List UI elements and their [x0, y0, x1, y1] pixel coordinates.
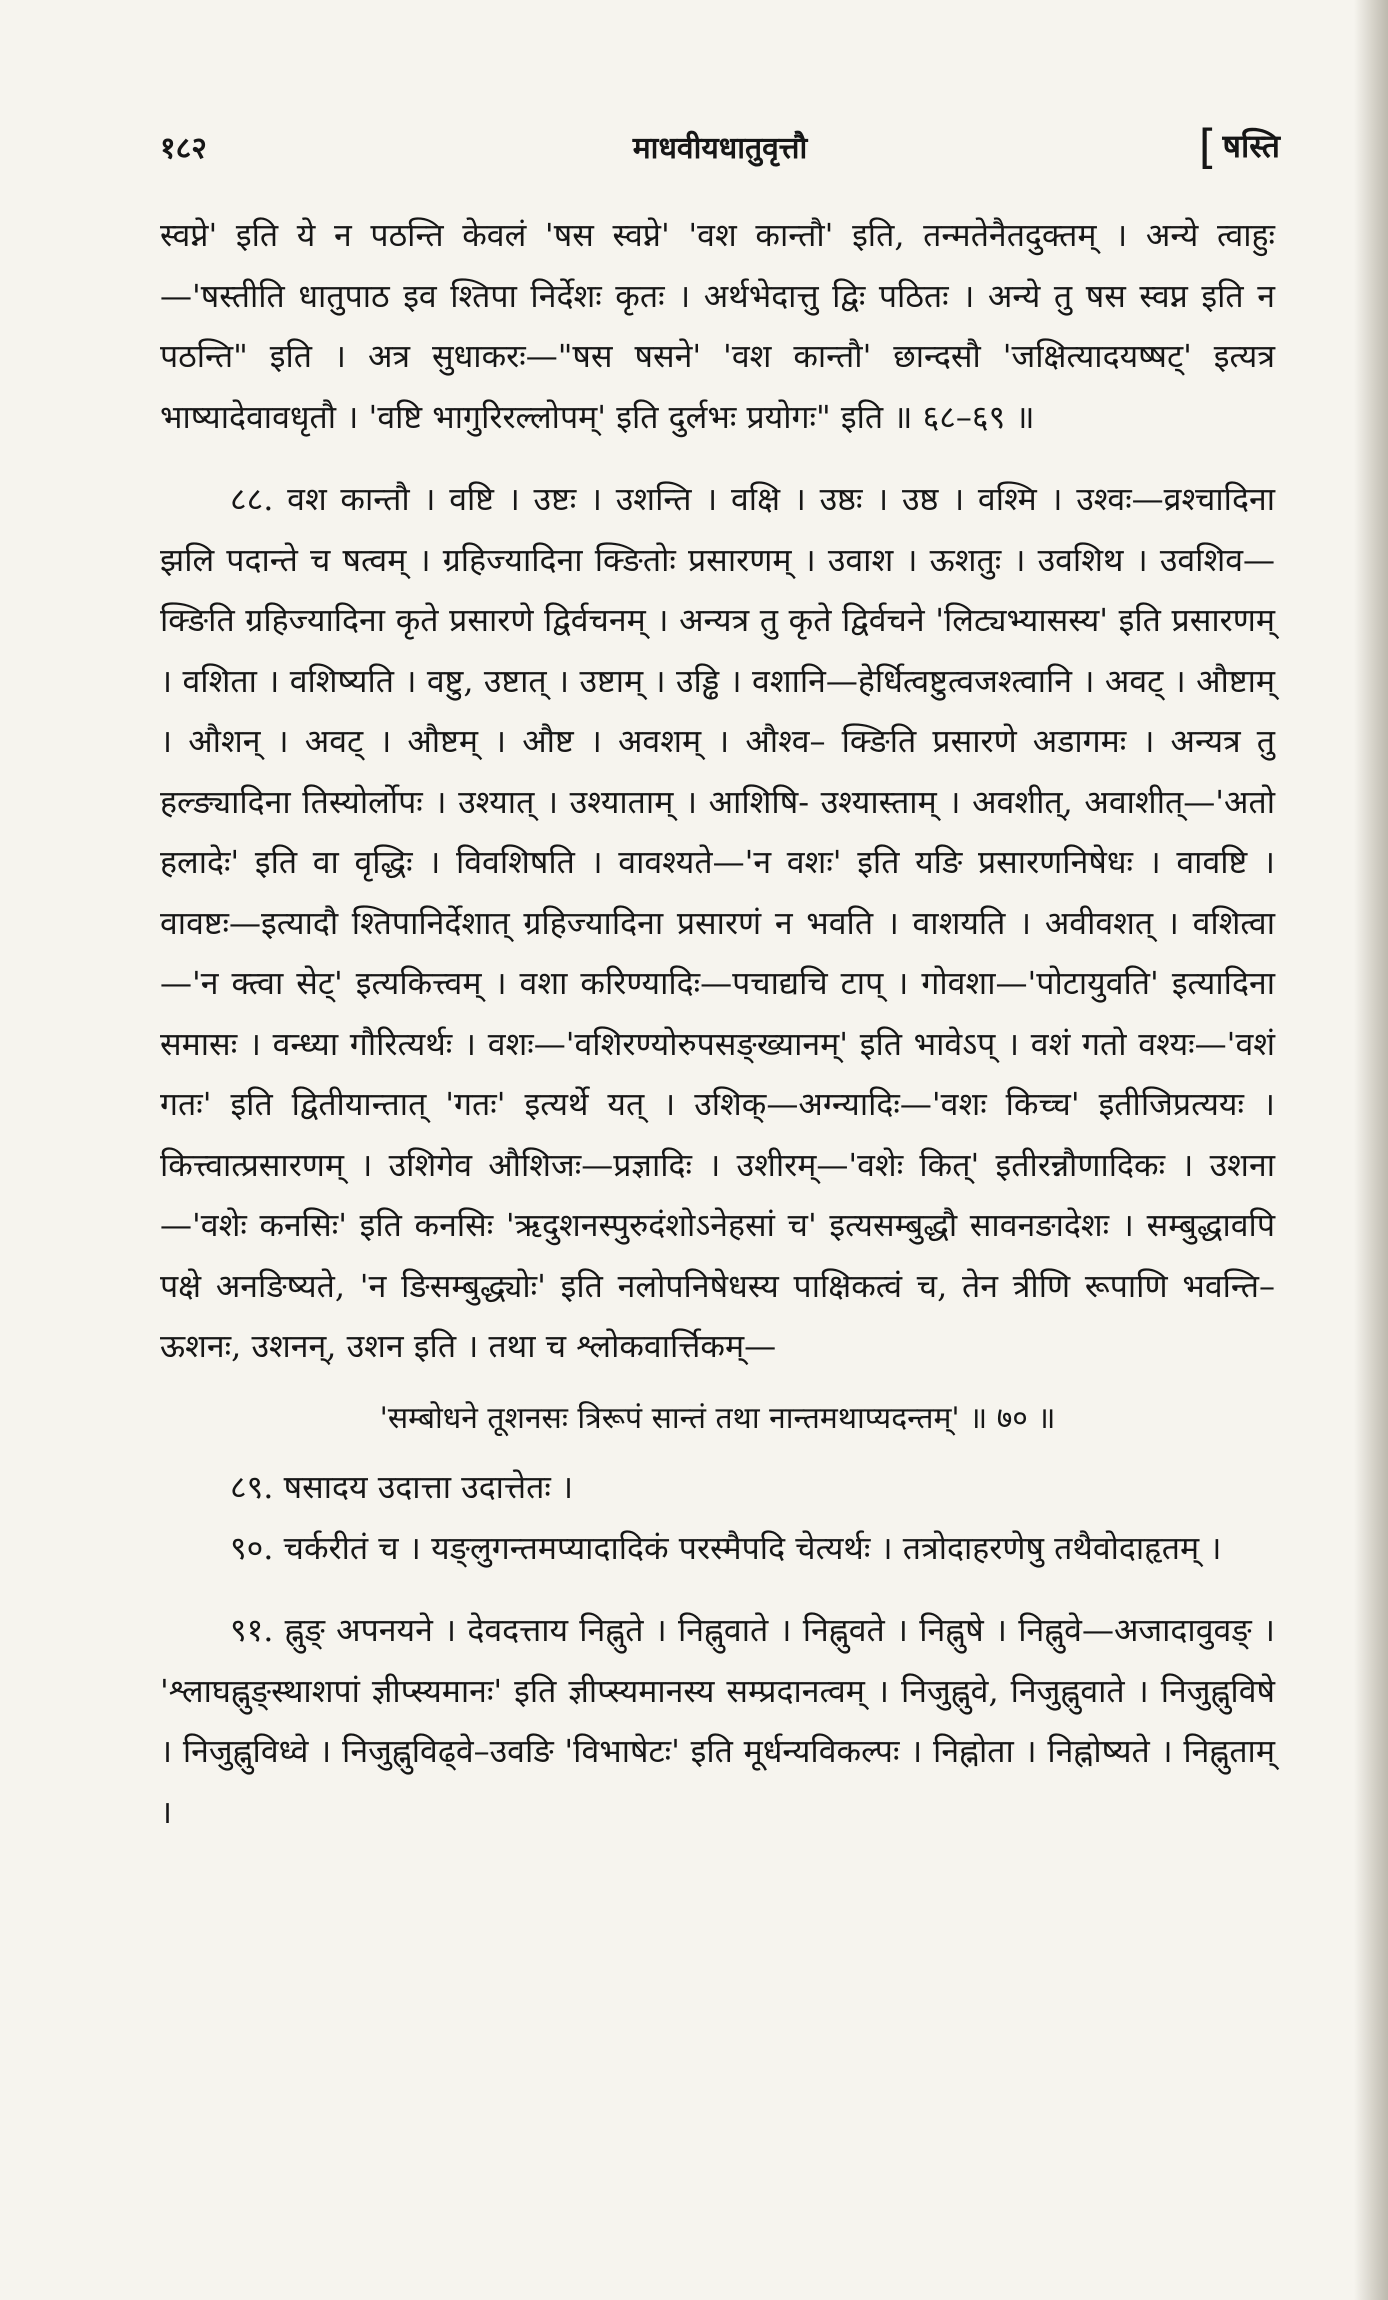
paragraph-entry-91: ९१. ह्नुङ् अपनयने । देवदत्ताय निह्नुते । निह्नुवाते । निह्नुवते । निह्नुषे । निह्नुवे—अजादावुवङ् । 'श्लाघह्नुङ्स्थाशपां ज्ञीप्स्यमानः' इति ज्ञीप्स्यमानस्य सम्प्रदानत्वम् । निजुह्नुवे, निजुह्नुवाते । निजुह्नुविषे । निजुह्नुविध्वे । निजुह्नुविढ्वे–उवङि 'विभाषेटः' इति मूर्धन्यविकल्पः । निह्नोता । निह्नोष्यते । निह्नुताम् ।: [160, 1611, 1275, 1831]
book-spine-shadow: [1354, 0, 1388, 2300]
page-body: [160, 205, 1275, 1842]
running-title: माधवीयधातुवृत्तौ: [632, 131, 808, 166]
paragraph-entry-89: ८९. षसादय उदात्ता उदात्तेतः ।: [230, 1468, 574, 1506]
paragraph-entry-90: ९०. चर्करीतं च । यङ्लुगन्तमप्यादादिकं परस्मैपदि चेत्यर्थः । तत्रोदाहरणेषु तथैवोदाहृतम् ।: [230, 1528, 1222, 1567]
paragraph-entry-88: ८८. वश कान्तौ । वष्टि । उष्टः । उशन्ति । वक्षि । उष्ठः । उष्ठ । वश्मि । उश्वः—व्रश्चादिना झलि पदान्ते च षत्वम् । ग्रहिज्यादिना क्ङितोः प्रसारणम् । उवाश । ऊशतुः । उवशिथ । उवशिव—क्ङिति ग्रहिज्यादिना कृते प्रसारणे द्विर्वचनम् । अन्यत्र तु कृते द्विर्वचने 'लिट्यभ्यासस्य' इति प्रसारणम् । वशिता । वशिष्यति । वष्टु, उष्टात् । उष्टाम् । उड्ढि । वशानि—हेर्धित्वष्टुत्वजश्त्वानि । अवट् । औष्टाम् । औशन् । अवट् । औष्टम् । औष्ट । अवशम् । औश्व– क्ङिति प्रसारणे अडागमः । अन्यत्र तु हल्ङ्यादिना तिस्योर्लोपः । उश्यात् । उश्याताम् । आशिषि- उश्यास्ताम् । अवशीत्, अवाशीत्—'अतो हलादेः' इति वा वृद्धिः । विवशिषति । वावश्यते—'न वशः' इति यङि प्रसारणनिषेधः । वावष्टि । वावष्टः—इत्यादौ श्तिपानिर्देशात् ग्रहिज्यादिना प्रसारणं न भवति । वाशयति । अवीवशत् । वशित्वा—'न क्त्वा सेट्' इत्यकित्त्वम् । वशा करिण्यादिः—पचाद्यचि टाप् । गोवशा—'पोटायुवति' इत्यादिना समासः । वन्ध्या गौरित्यर्थः । वशः—'वशिरण्योरुपसङ्ख्यानम्' इति भावेऽप् । वशं गतो वश्यः—'वशं गतः' इति द्वितीयान्तात् 'गतः' इत्यर्थे यत् । उशिक्—अग्न्यादिः—'वशः किच्च' इतीजिप्रत्ययः । कित्त्वात्प्रसारणम् । उशिगेव औशिजः—प्रज्ञादिः । उशीरम्—'वशेः कित्' इतीरन्नौणादिकः । उशना—'वशेः कनसिः' इति कनसिः 'ऋदुशनस्पुरुदंशोऽनेहसां च' इत्यसम्बुद्धौ सावनङादेशः । सम्बुद्धावपि पक्षे अनङिष्यते, 'न ङिसम्बुद्ध्योः' इति नलोपनिषेधस्य पाक्षिकत्वं च, तेन त्रीणि रूपाणि भवन्ति–ऊशनः, उशनन्, उशन इति । तथा च श्लोकवार्त्तिकम्—: [160, 480, 1275, 1365]
section-label-group: [1199, 120, 1280, 174]
verse-quotation: 'सम्बोधने तूशनसः त्रिरूपं सान्तं तथा नान्तमथाप्यदन्तम्' ॥ ७० ॥: [379, 1400, 1056, 1436]
section-label: षस्ति: [1222, 127, 1280, 165]
left-bracket-mark: [: [1198, 120, 1217, 174]
paragraph-continuation: स्वप्ने' इति ये न पठन्ति केवलं 'षस स्वप्ने' 'वश कान्तौ' इति, तन्मतेनैतदुक्तम् । अन्ये त्वाहुः—'षस्तीति धातुपाठ इव श्तिपा निर्देशः कृतः । अर्थभेदात्तु द्विः पठितः । अन्ये तु षस स्वप्न इति न पठन्ति" इति । अत्र सुधाकरः—"षस षसने' 'वश कान्तौ' छान्दसौ 'जक्षित्यादयष्षट्' इत्यत्र भाष्यादेवावधृतौ । 'वष्टि भागुरिरल्लोपम्' इति दुर्लभः प्रयोगः" इति ॥ ६८–६९ ॥: [160, 216, 1275, 436]
page-header: [160, 120, 1280, 180]
page-number: १८२: [160, 131, 207, 166]
